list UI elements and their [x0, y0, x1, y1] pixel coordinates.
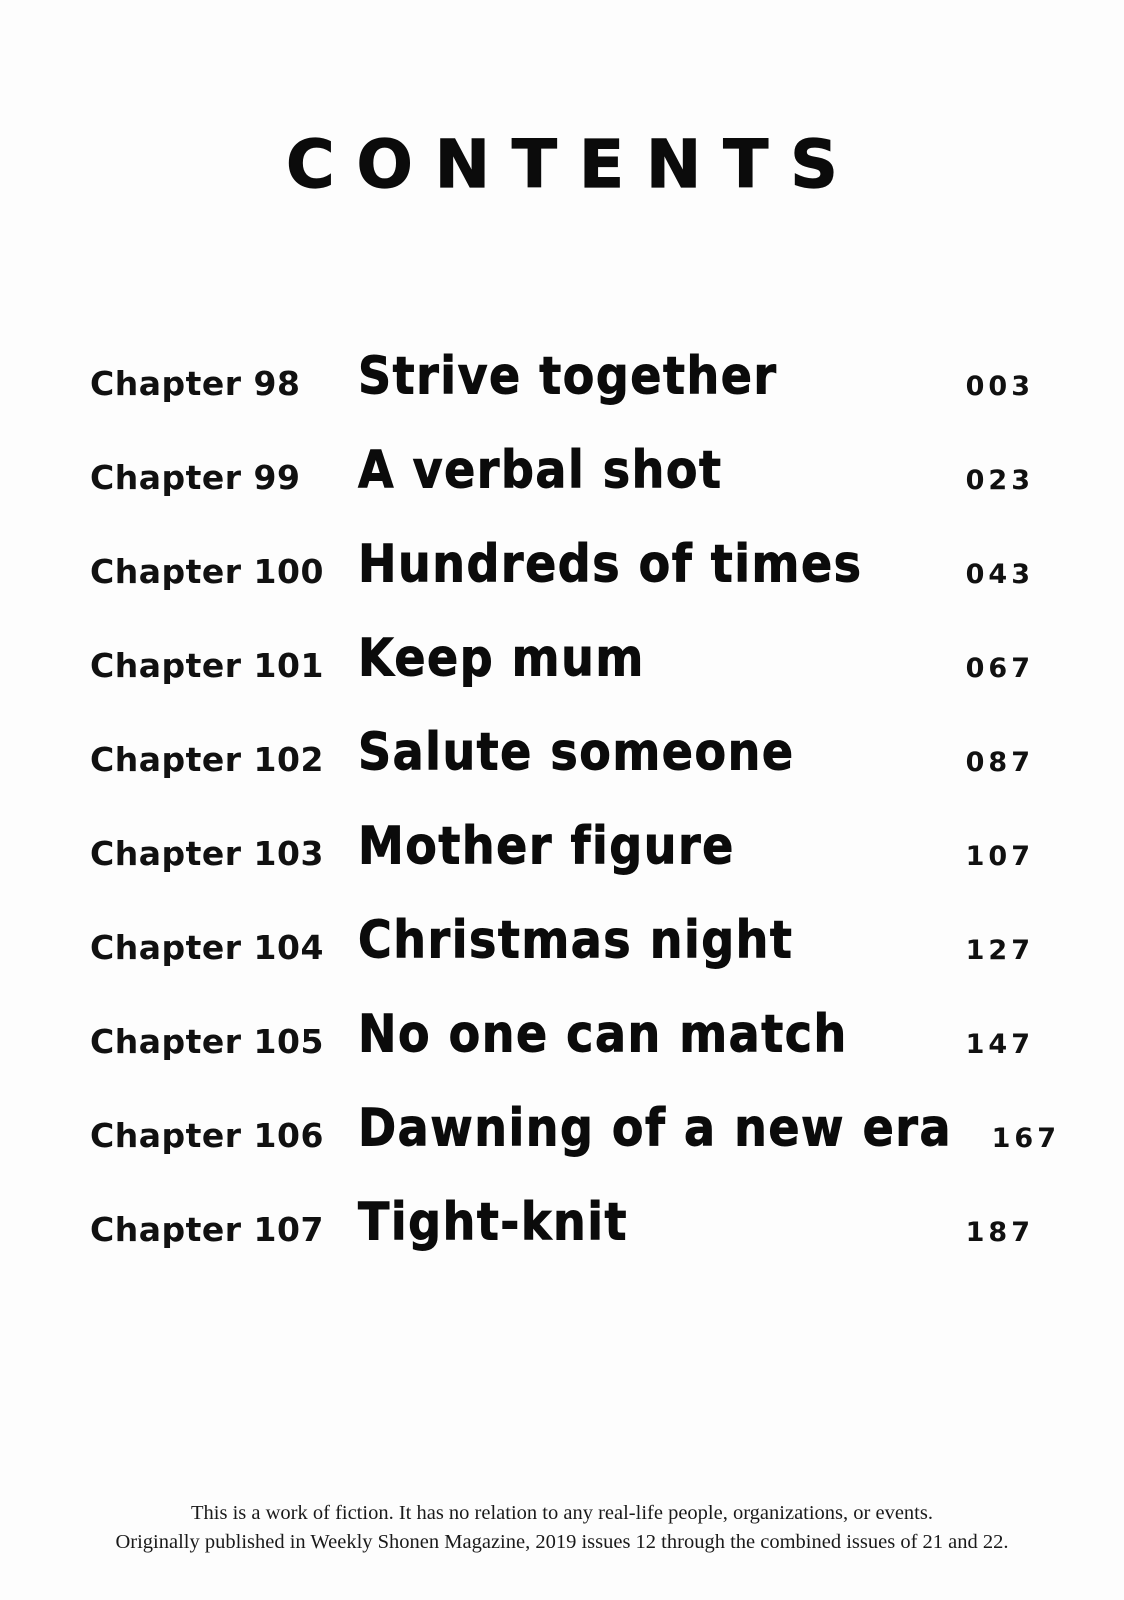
list-item[interactable] — [90, 1191, 1034, 1292]
chapter-label: Chapter 98 — [90, 364, 301, 403]
chapter-page-number: 003 — [965, 371, 1034, 402]
chapter-title: Hundreds of times — [358, 533, 863, 594]
chapter-title: Salute someone — [358, 721, 795, 782]
chapter-page-number: 023 — [965, 465, 1034, 496]
chapter-title: Christmas night — [358, 909, 794, 970]
footer-line-1: This is a work of fiction. It has no relation to any real-life people, organizations, or events. — [191, 1501, 933, 1524]
chapter-label: Chapter 103 — [90, 834, 324, 873]
chapter-page-number: 043 — [965, 559, 1034, 590]
chapter-title: No one can match — [358, 1003, 848, 1064]
chapter-label: Chapter 106 — [90, 1116, 324, 1155]
chapter-title: Keep mum — [358, 627, 645, 688]
chapter-title: Tight-knit — [358, 1191, 628, 1252]
list-item[interactable] — [90, 815, 1034, 916]
list-item[interactable] — [90, 1003, 1034, 1104]
list-item[interactable] — [90, 439, 1034, 540]
chapter-title: Mother figure — [358, 815, 735, 876]
chapter-label: Chapter 99 — [90, 458, 301, 497]
list-item[interactable] — [90, 533, 1034, 634]
chapter-page-number: 067 — [965, 653, 1034, 684]
footer-line-2: Originally published in Weekly Shonen Magazine, 2019 issues 12 through the combined issues of 21 and 22. — [115, 1531, 1009, 1554]
chapter-label: Chapter 107 — [90, 1210, 324, 1249]
page-title: CONTENTS — [286, 126, 860, 203]
chapter-label: Chapter 100 — [90, 552, 324, 591]
chapter-page-number: 187 — [965, 1217, 1034, 1248]
chapter-page-number: 167 — [991, 1123, 1060, 1154]
chapter-page-number: 127 — [965, 935, 1034, 966]
chapter-label: Chapter 101 — [90, 646, 324, 685]
chapter-label: Chapter 102 — [90, 740, 324, 779]
chapter-label: Chapter 105 — [90, 1022, 324, 1061]
chapter-label: Chapter 104 — [90, 928, 324, 967]
chapter-page-number: 107 — [965, 841, 1034, 872]
list-item[interactable] — [90, 1097, 1060, 1198]
list-item[interactable] — [90, 627, 1034, 728]
chapter-title: A verbal shot — [358, 439, 723, 500]
list-item[interactable] — [90, 345, 1034, 446]
chapter-page-number: 087 — [965, 747, 1034, 778]
chapter-title: Dawning of a new era — [358, 1097, 952, 1158]
list-item[interactable] — [90, 909, 1034, 1010]
list-item[interactable] — [90, 721, 1034, 822]
table-of-contents — [90, 345, 1060, 1292]
chapter-page-number: 147 — [965, 1029, 1034, 1060]
footer-disclaimer — [0, 1499, 1124, 1558]
chapter-title: Strive together — [358, 345, 778, 406]
